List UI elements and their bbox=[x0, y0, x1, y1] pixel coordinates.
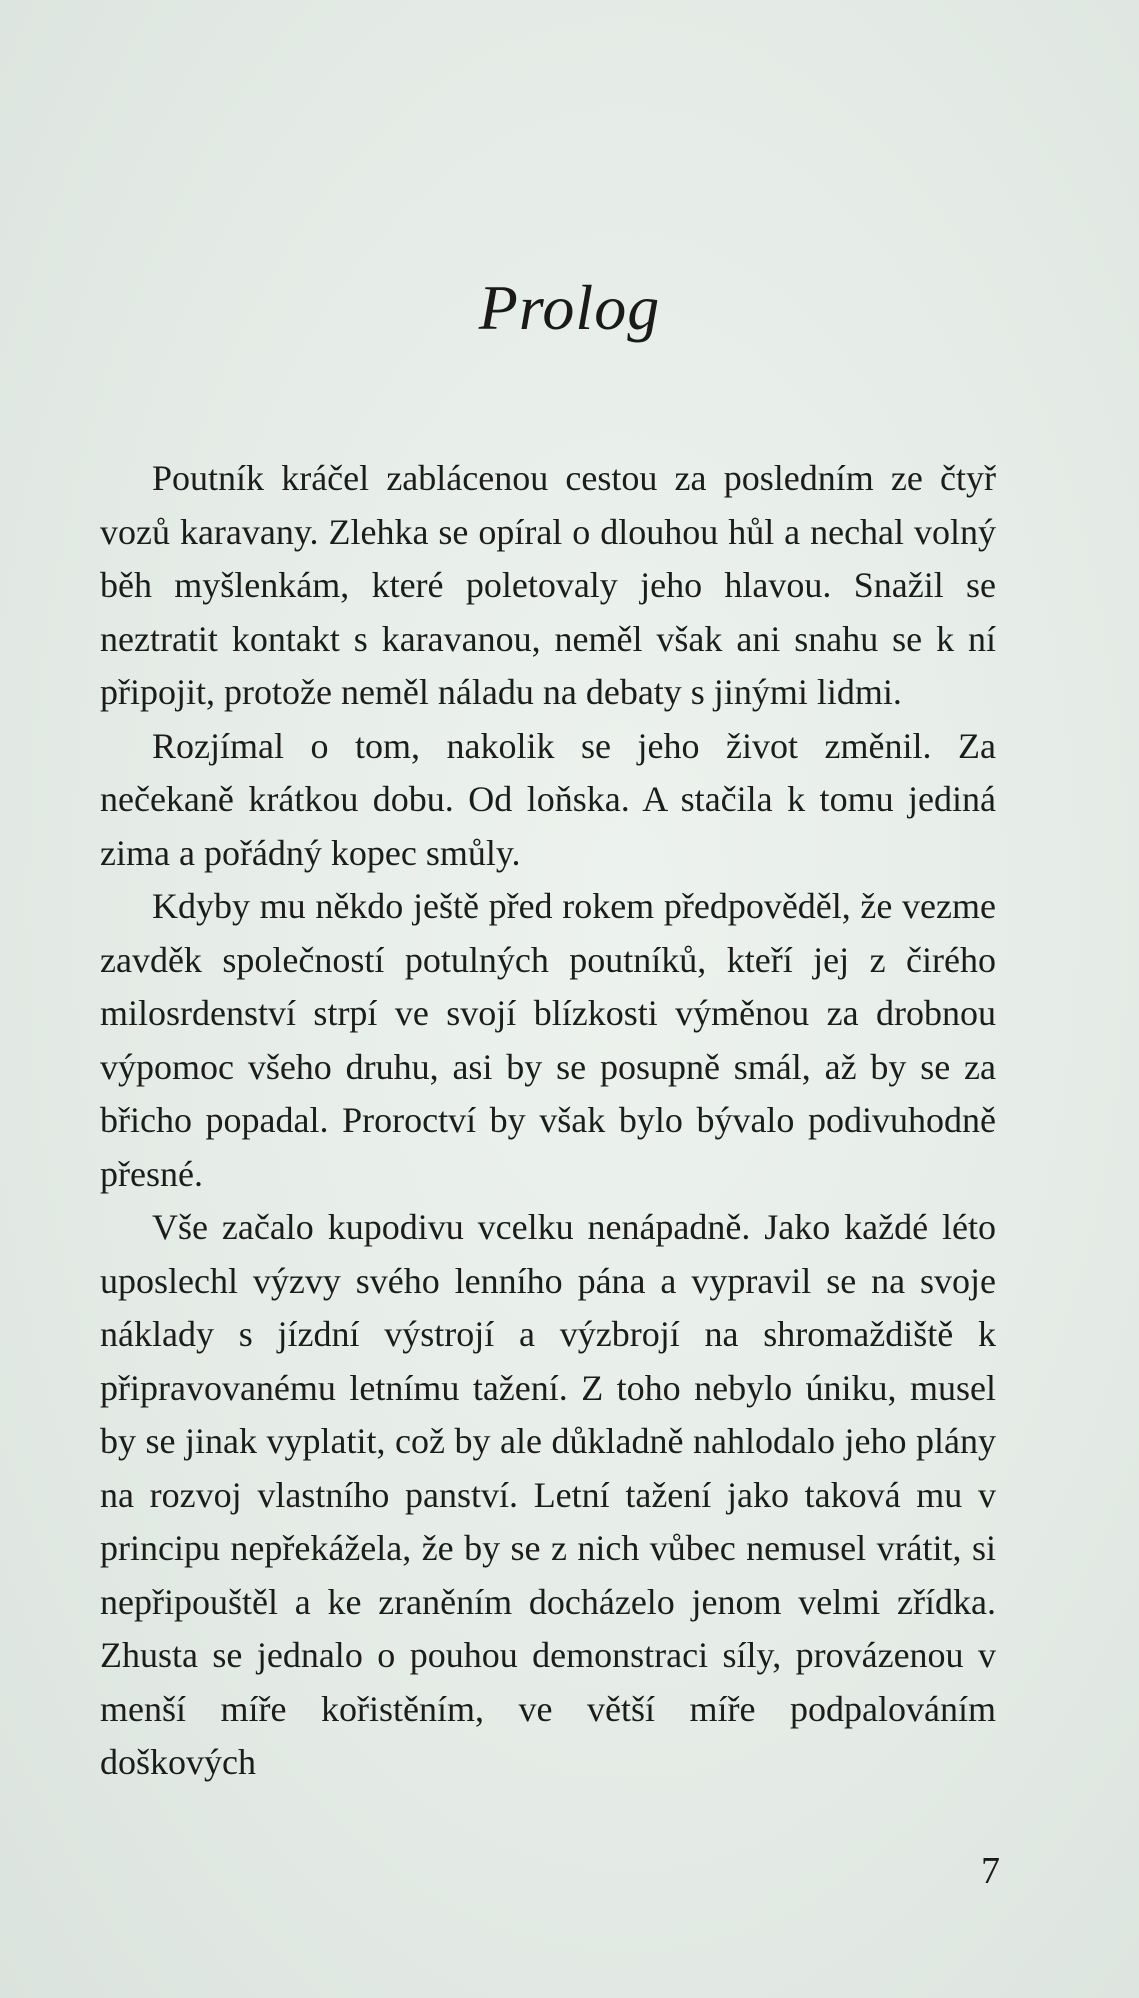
paragraph: Poutník kráčel zablácenou cestou za posledním ze čtyř vozů karavany. Zlehka se opíral o dlouhou hůl a nechal volný běh myšlenkám, které poletovaly jeho hlavou. Snažil se neztratit kontakt s karavanou, neměl však ani snahu se k ní připojit, protože neměl náladu na debaty s jinými lidmi. bbox=[100, 458, 996, 712]
page-number: 7 bbox=[981, 1850, 1000, 1892]
paragraph: Kdyby mu někdo ještě před rokem předpověděl, že vezme zavděk společností potulných poutníků, kteří jej z čirého milosrdenství strpí ve svojí blízkosti výměnou za drobnou výpomoc všeho druhu, asi by se posupně smál, až by se za břicho popadal. Proroctví by však bylo bývalo podivuhodně přesné. bbox=[100, 886, 996, 1194]
chapter-title: Prolog bbox=[478, 272, 661, 343]
paragraph: Rozjímal o tom, nakolik se jeho život změnil. Za nečekaně krátkou dobu. Od loňska. A stačila k tomu jediná zima a pořádný kopec smůly. bbox=[100, 725, 996, 873]
paragraph: Vše začalo kupodivu vcelku nenápadně. Jako každé léto uposlechl výzvy svého lenního pána a vypravil se na svoje náklady s jízdní výstrojí a výzbrojí na shromaždiště k připravovanému letnímu tažení. Z toho nebylo úniku, musel by se jinak vyplatit, což by ale důkladně nahlodalo jeho plány na rozvoj vlastního panství. Letní tažení jako taková mu v principu nepřekážela, že by se z nich vůbec nemusel vrátit, si nepřipouštěl a ke zraněním docházelo jenom velmi zřídka. Zhusta se jednalo o pouhou demonstraci síly, provázenou v menší míře kořistěním, ve větší míře podpalováním doškových bbox=[100, 1207, 996, 1782]
chapter-body bbox=[100, 452, 996, 1790]
